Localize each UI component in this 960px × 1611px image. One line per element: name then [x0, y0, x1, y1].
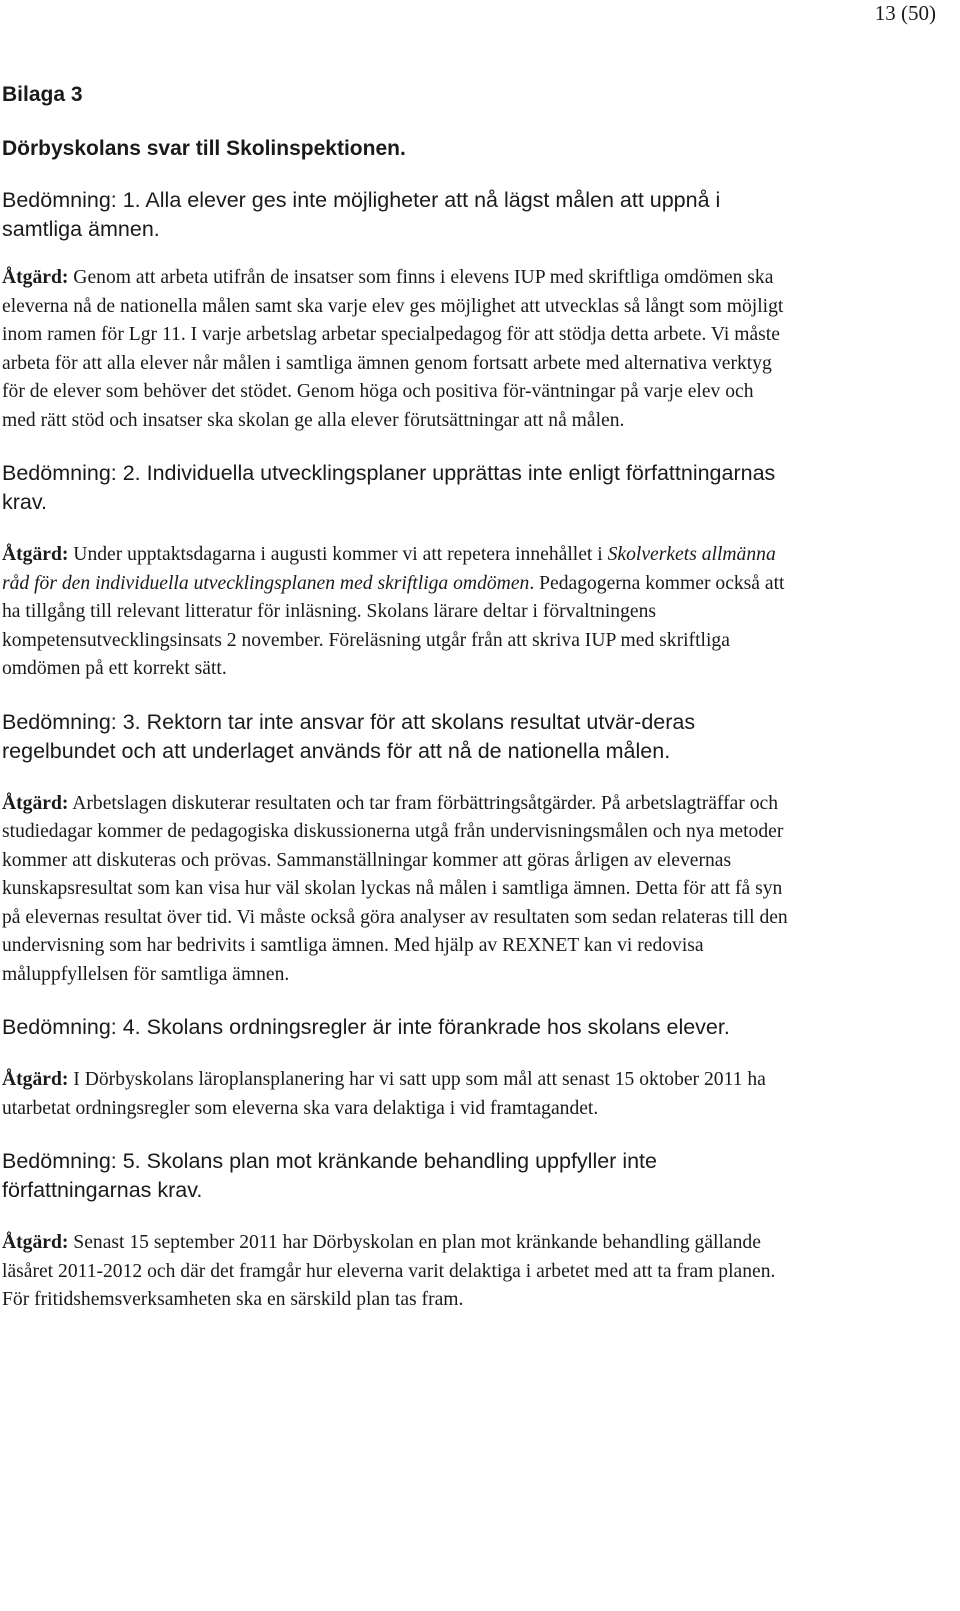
action-label: Åtgärd:	[2, 792, 69, 814]
document-title: Dörbyskolans svar till Skolinspektionen.	[2, 137, 406, 160]
assessment-4-heading: Bedömning: 4. Skolans ordningsregler är inte förankrade hos skolans elever.	[2, 1015, 730, 1039]
action-label: Åtgärd:	[2, 1069, 69, 1090]
assessment-1-heading: Bedömning: 1. Alla elever ges inte möjligheter att nå lägst målen att uppnå i samtliga ämnen.	[2, 188, 721, 241]
action-2-italic-reference: Skolverkets allmänna råd för den individuella utvecklingsplanen med skriftliga omdömen	[2, 544, 776, 594]
action-5-text: Senast 15 september 2011 har Dörbyskolan en plan mot kränkande behandling gällande läsåret 2011-2012 och där det framgår hur eleverna varit delaktiga i arbetet med att ta fram planen. För fritidshemsverksamheten ska en särskild plan tas fram.	[2, 1232, 776, 1310]
page-number: 13 (50)	[874, 1, 936, 25]
action-2-paragraph	[2, 541, 792, 684]
document-body	[2, 80, 792, 1339]
action-4-text: I Dörbyskolans läroplansplanering har vi satt upp som mål att senast 15 oktober 2011 ha utarbetat ordningsregler som eleverna ska vara delaktiga i vid framtagandet.	[2, 1069, 766, 1119]
action-5-paragraph	[2, 1229, 792, 1315]
action-label: Åtgärd:	[2, 1232, 69, 1253]
action-4-paragraph	[2, 1066, 792, 1123]
appendix-label: Bilaga 3	[2, 83, 83, 106]
assessment-3-heading: Bedömning: 3. Rektorn tar inte ansvar för att skolans resultat utvär-deras regelbundet och att underlaget används för att nå de nationella målen.	[2, 709, 696, 763]
action-1-text: Genom att arbeta utifrån de insatser som finns i elevens IUP med skriftliga omdömen ska eleverna nå de nationella målen samt ska varje elev ges möjlighet att utvecklas så långt som möjligt inom ramen för Lgr 11. I varje arbetslag arbetar specialpedagog för att stödja detta arbete. Vi måste arbeta för att alla elever når målen i samtliga ämnen genom fortsatt arbete med alternativa verktyg för de elever som behöver det stödet. Genom höga och positiva för-väntningar på varje elev och med rätt stöd och insatser ska skolan ge alla elever förutsättningar att nå målen.	[2, 267, 784, 431]
action-label: Åtgärd:	[2, 544, 69, 565]
assessment-5-heading: Bedömning: 5. Skolans plan mot kränkande behandling uppfyller inte författningarnas krav.	[2, 1149, 657, 1202]
action-3-text: Arbetslagen diskuterar resultaten och tar fram förbättringsåtgärder. På arbetslagträffar och studiedagar kommer de pedagogiska diskussionerna utgå från undervisningsmålen och nya metoder kommer att diskuteras och prövas. Sammanställningar kommer att göras årligen av elevernas kunskapsresultat som kan visa hur väl skolan lyckas nå målen i samtliga ämnen. Detta för att få syn på elevernas resultat över tid. Vi måste också göra analyser av resultaten som sedan relateras till den undervisning som har bedrivits i samtliga ämnen. Med hjälp av REXNET kan vi redovisa måluppfyllelsen för samtliga ämnen.	[2, 792, 788, 985]
action-3-paragraph	[2, 790, 792, 990]
assessment-2-heading: Bedömning: 2. Individuella utvecklingsplaner upprättas inte enligt författningarnas krav.	[2, 461, 776, 514]
action-1-paragraph	[2, 264, 792, 435]
action-2-text-before: Under upptaktsdagarna i augusti kommer vi att repetera innehållet i	[73, 544, 603, 565]
action-label: Åtgärd:	[2, 267, 69, 288]
action-2-text-after: . Pedagogerna kommer också att ha tillgång till relevant litteratur för inläsning. Skolans lärare deltar i förvaltningens kompetensutvecklingsinsats 2 november. Föreläsning utgår från att skriva IUP med skriftliga omdömen på ett korrekt sätt.	[2, 572, 785, 679]
